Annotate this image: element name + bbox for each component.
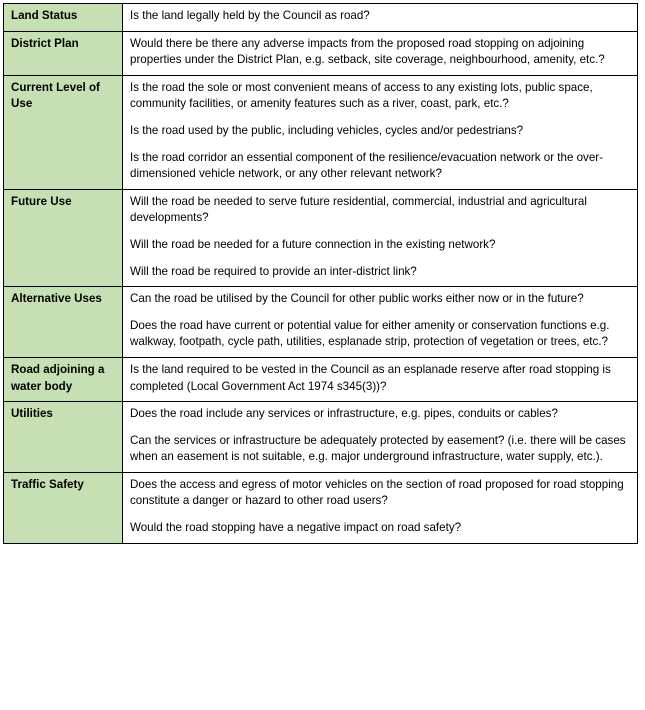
question-text: Does the road have current or potential value for either amenity or conservation functions e.g. walkway, footpath, cycle path, utilities, esplanade strip, protection of vegetation or trees, etc.? [130,318,610,349]
question-text: Will the road be required to provide an inter-district link? [130,264,417,278]
table-row [4,75,638,189]
question-text: Can the services or infrastructure be adequately protected by easement? (i.e. there will be cases when an easement is not suitable, e.g. major underground infrastructure, water supply, etc.). [130,433,626,464]
criterion-label: Alternative Uses [4,287,123,358]
criterion-label: Land Status [4,4,123,32]
criterion-questions [123,189,638,286]
question-text: Can the road be utilised by the Council for other public works either now or in the future? [130,292,584,306]
criterion-questions [123,357,638,401]
criterion-questions [123,402,638,473]
question-text: Will the road be needed to serve future residential, commercial, industrial and agricultural developments? [130,194,587,225]
table-row [4,402,638,473]
criterion-questions [123,31,638,75]
question-text: Will the road be needed for a future connection in the existing network? [130,237,496,251]
criterion-label: Current Level of Use [4,75,123,189]
question-text: Does the road include any services or infrastructure, e.g. pipes, conduits or cables? [130,407,558,421]
criterion-questions [123,75,638,189]
question-text: Is the road used by the public, including vehicles, cycles and/or pedestrians? [130,123,524,137]
criterion-label: District Plan [4,31,123,75]
question-text: Is the road corridor an essential component of the resilience/evacuation network or the over-dimensioned vehicle network, or any other relevant network? [130,150,604,181]
criterion-label: Future Use [4,189,123,286]
question-text: Is the road the sole or most convenient means of access to any existing lots, public space, community facilities, or amenity features such as a river, coast, park, etc.? [130,80,593,111]
criterion-label: Utilities [4,402,123,473]
criterion-questions [123,472,638,543]
table-row [4,189,638,286]
table-body [4,4,638,544]
question-text: Is the land required to be vested in the Council as an esplanade reserve after road stopping is completed (Local Government Act 1974 s345(3))? [130,362,611,393]
table-row [4,287,638,358]
criterion-label: Road adjoining a water body [4,357,123,401]
criterion-label: Traffic Safety [4,472,123,543]
table-row [4,31,638,75]
question-text: Would the road stopping have a negative impact on road safety? [130,521,462,535]
question-text: Would there be there any adverse impacts from the proposed road stopping on adjoining properties under the District Plan, e.g. setback, site coverage, neighbourhood, amenity, etc.? [130,36,605,67]
criterion-questions [123,4,638,32]
table-row [4,357,638,401]
table-row [4,4,638,32]
criterion-questions [123,287,638,358]
question-text: Does the access and egress of motor vehicles on the section of road proposed for road stopping constitute a danger or hazard to other road users? [130,477,624,508]
road-stopping-criteria-table [3,3,638,544]
question-text: Is the land legally held by the Council as road? [130,9,370,22]
table-row [4,472,638,543]
